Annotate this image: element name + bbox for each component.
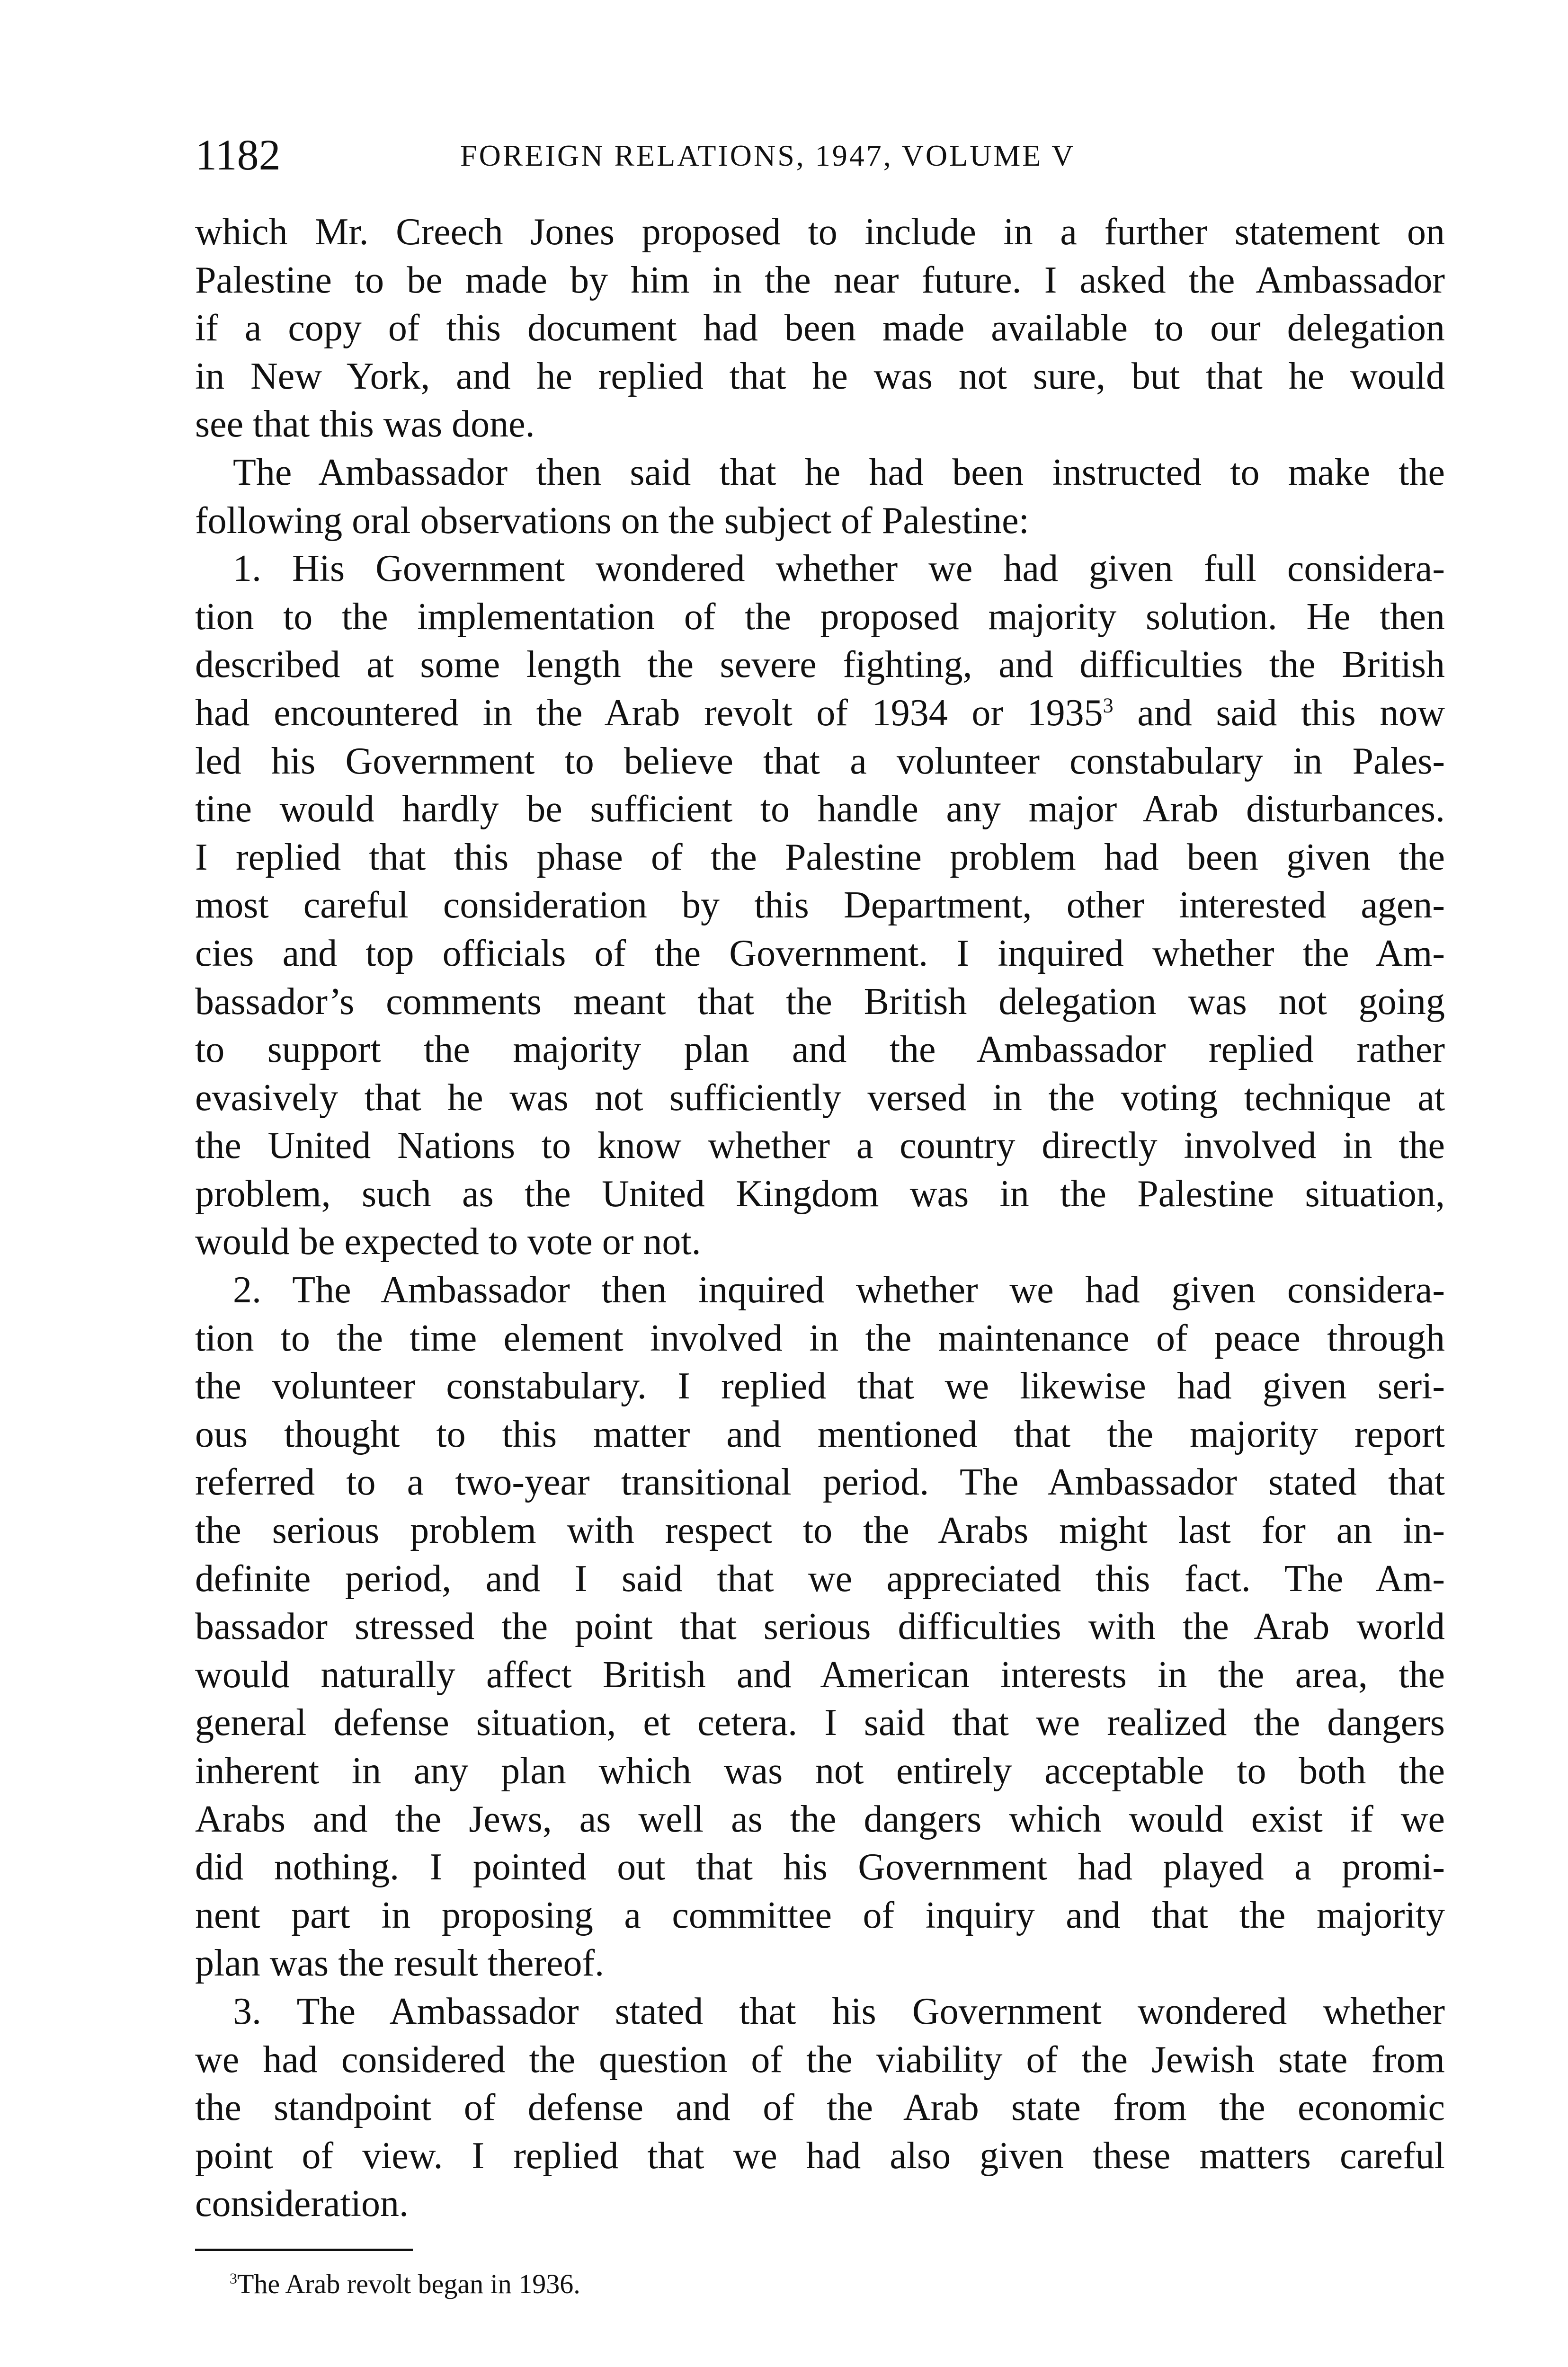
text-line: would be expected to vote or not.: [195, 1221, 701, 1263]
text-line: Arabs and the Jews, as well as the dangers which would exist if we: [195, 1798, 1445, 1840]
text-line-head: had encountered in the Arab revolt of 1934 or 1935: [195, 692, 1103, 734]
text-line: inherent in any plan which was not entirely acceptable to both the: [195, 1750, 1445, 1792]
text-line: Palestine to be made by him in the near future. I asked the Ambassador: [195, 259, 1445, 301]
text-line: tion to the implementation of the proposed majority solution. He then: [195, 596, 1445, 638]
text-line: I replied that this phase of the Palestine problem had been given the: [195, 836, 1445, 878]
body-text: [195, 208, 1445, 2228]
text-line: if a copy of this document had been made available to our delegation: [195, 307, 1445, 349]
text-line: referred to a two-year transitional period. The Ambassador stated that: [195, 1461, 1445, 1504]
text-line: we had considered the question of the viability of the Jewish state from: [195, 2038, 1445, 2081]
text-line: plan was the result thereof.: [195, 1942, 605, 1984]
footnote: [230, 2263, 580, 2305]
text-line: ous thought to this matter and mentioned that the majority report: [195, 1413, 1445, 1455]
text-line: The Ambassador then said that he had been instructed to make the: [233, 451, 1445, 493]
text-line: would naturally affect British and American interests in the area, the: [195, 1654, 1445, 1696]
text-line-with-footnote: [195, 689, 1445, 738]
text-line: consideration.: [195, 2183, 409, 2225]
text-line: tine would hardly be sufficient to handle any major Arab disturbances.: [195, 788, 1445, 830]
text-line-tail: and said this now: [1137, 692, 1445, 734]
text-line: definite period, and I said that we appreciated this fact. The Am-: [195, 1557, 1445, 1600]
text-line: 2. The Ambassador then inquired whether we had given considera-: [233, 1269, 1445, 1311]
text-line: bassador stressed the point that serious difficulties with the Arab world: [195, 1606, 1445, 1648]
text-line: which Mr. Creech Jones proposed to include in a further statement on: [195, 211, 1445, 253]
text-line: 3. The Ambassador stated that his Government wondered whether: [233, 1990, 1445, 2032]
text-line: in New York, and he replied that he was not sure, but that he would: [195, 355, 1445, 397]
footnote-reference: 3: [1103, 694, 1114, 717]
text-line: nent part in proposing a committee of inquiry and that the majority: [195, 1894, 1445, 1936]
text-line: described at some length the severe fighting, and difficulties the British: [195, 644, 1445, 686]
footnote-divider: [195, 2249, 413, 2251]
text-line: problem, such as the United Kingdom was in the Palestine situation,: [195, 1173, 1445, 1215]
footnote-text: The Arab revolt began in 1936.: [237, 2269, 580, 2299]
text-line: led his Government to believe that a volunteer constabulary in Pales-: [195, 740, 1445, 782]
text-line: see that this was done.: [195, 403, 535, 445]
text-line: most careful consideration by this Department, other interested agen-: [195, 884, 1445, 926]
footnote-marker: 3: [230, 2270, 237, 2287]
text-line: tion to the time element involved in the maintenance of peace through: [195, 1317, 1445, 1359]
text-line: general defense situation, et cetera. I said that we realized the dangers: [195, 1702, 1445, 1744]
page-number: 1182: [195, 131, 281, 179]
page-header: [195, 124, 1445, 186]
running-head: FOREIGN RELATIONS, 1947, VOLUME V: [460, 139, 1076, 172]
text-line: the volunteer constabulary. I replied that we likewise had given seri-: [195, 1365, 1445, 1407]
text-line: the serious problem with respect to the Arabs might last for an in-: [195, 1510, 1445, 1552]
text-line: evasively that he was not sufficiently versed in the voting technique at: [195, 1077, 1445, 1119]
text-line: to support the majority plan and the Ambassador replied rather: [195, 1029, 1445, 1071]
text-line: 1. His Government wondered whether we had given full considera-: [233, 548, 1445, 590]
text-line: the standpoint of defense and of the Arab state from the economic: [195, 2087, 1445, 2129]
text-line: following oral observations on the subject of Palestine:: [195, 499, 1029, 542]
text-line: cies and top officials of the Government. I inquired whether the Am-: [195, 932, 1445, 974]
text-line: the United Nations to know whether a country directly involved in the: [195, 1125, 1445, 1167]
text-line: did nothing. I pointed out that his Government had played a promi-: [195, 1846, 1445, 1888]
text-line: point of view. I replied that we had also given these matters careful: [195, 2135, 1445, 2177]
text-line: bassador’s comments meant that the British delegation was not going: [195, 980, 1445, 1023]
